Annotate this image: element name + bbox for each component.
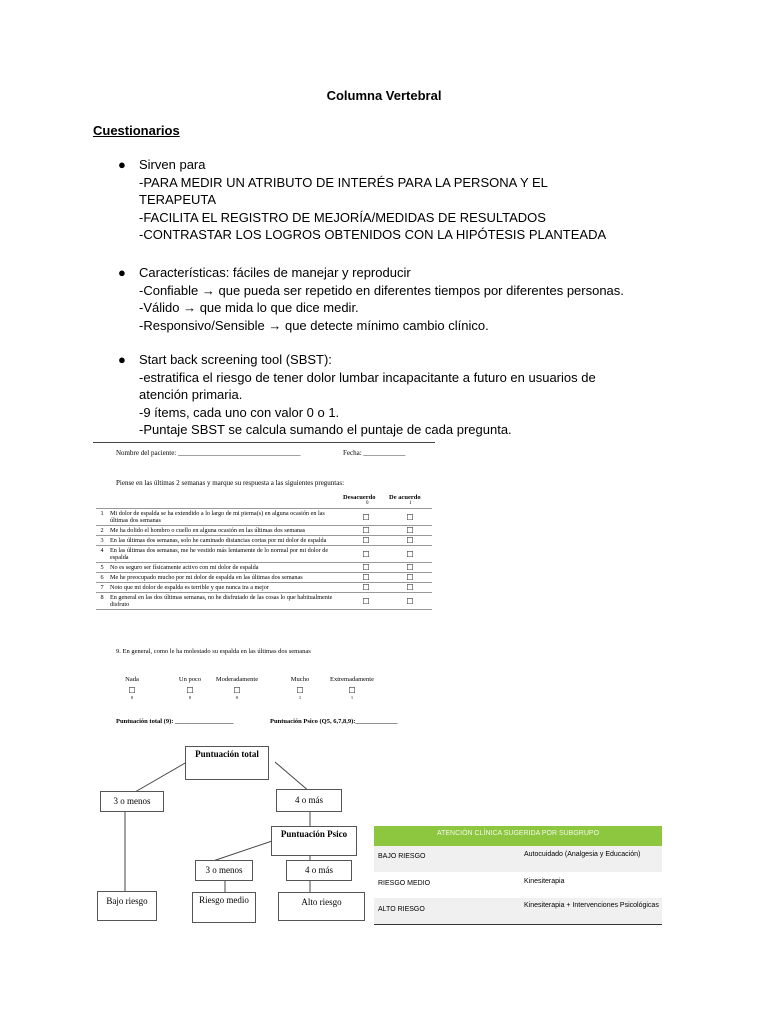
- q9-option-value: 1: [350, 695, 354, 700]
- date-field: Fecha: ____________: [343, 449, 406, 457]
- connector-line: [135, 762, 187, 792]
- bullet-line: -FACILITA EL REGISTRO DE MEJORÍA/MEDIDAS DE RESULTADOS: [139, 209, 546, 225]
- bullet-dot: ●: [118, 157, 126, 172]
- page-title: Columna Vertebral: [326, 88, 442, 103]
- q9-checkbox[interactable]: ☐: [128, 686, 136, 695]
- q9-option[interactable]: [207, 676, 267, 700]
- bullet-dot: ●: [118, 265, 126, 280]
- node-psico-ge4: 4 o más: [286, 860, 352, 881]
- bullet-line: -estratifica el riesgo de tener dolor lumbar incapacitante a futuro en usuarios de: [139, 369, 596, 385]
- guidance-risk: ALTO RIESGO: [378, 906, 425, 913]
- q9-text: 9. En general, como le ha molestado su espalda en las últimas dos semanas: [116, 648, 311, 655]
- guidance-row: [374, 898, 662, 925]
- item-text: Noto que mi dolor de espalda es terrible y que nunca ira a mejor: [108, 583, 344, 593]
- q9-option-value: 0: [235, 695, 239, 700]
- col-agree: De acuerdo: [389, 494, 421, 501]
- node-medium-risk: Riesgo medio: [192, 892, 256, 923]
- node-high-risk: Alto riesgo: [278, 892, 365, 921]
- guidance-care: Autocuidado (Analgesia y Educación): [524, 851, 641, 858]
- item-text: En las últimas dos semanas, solo he caminado distancias cortas por mi dolor de espalda: [108, 536, 344, 546]
- bullet-line: -Puntaje SBST se calcula sumando el puntaje de cada pregunta.: [139, 422, 512, 438]
- bullet-dot: ●: [118, 352, 126, 367]
- item-number: 8: [96, 593, 108, 610]
- q9-option[interactable]: [270, 676, 330, 700]
- node-low-risk: Bajo riesgo: [97, 891, 157, 921]
- agree-checkbox[interactable]: ☐: [388, 536, 432, 546]
- node-total-score: Puntuación total: [185, 746, 269, 780]
- sbst-item-row: [96, 573, 432, 583]
- agree-checkbox[interactable]: ☐: [388, 583, 432, 593]
- q9-option-label: Un poco: [178, 676, 202, 683]
- item-number: 6: [96, 573, 108, 583]
- agree-checkbox[interactable]: ☐: [388, 509, 432, 526]
- bullet-line: -CONTRASTAR LOS LOGROS OBTENIDOS CON LA HIPÓTESIS PLANTEADA: [139, 227, 607, 243]
- sbst-item-row: [96, 563, 432, 573]
- node-total-ge4: 4 o más: [276, 789, 342, 812]
- q9-option-value: 1: [298, 695, 302, 700]
- total-score-field: Puntuación total (9): __________________: [116, 718, 234, 725]
- bullet-line: atención primaria.: [139, 387, 243, 403]
- q9-option-label: Moderadamente: [215, 676, 259, 683]
- q9-checkbox[interactable]: ☐: [186, 686, 194, 695]
- q9-checkbox[interactable]: ☐: [296, 686, 304, 695]
- disagree-checkbox[interactable]: ☐: [344, 526, 388, 536]
- item-text: Mi dolor de espalda se ha extendido a lo largo de mi pierna(s) en alguna ocasión en las últimas dos semanas: [108, 509, 344, 526]
- q9-checkbox[interactable]: ☐: [233, 686, 241, 695]
- col-disagree-value: 0: [366, 501, 369, 506]
- item-number: 2: [96, 526, 108, 536]
- item-number: 1: [96, 509, 108, 526]
- item-number: 4: [96, 546, 108, 563]
- bullet-line: -9 ítems, cada uno con valor 0 o 1.: [139, 404, 340, 420]
- col-disagree: Desacuerdo: [343, 494, 376, 501]
- connector-line: [210, 840, 275, 862]
- disagree-checkbox[interactable]: ☐: [344, 563, 388, 573]
- disagree-checkbox[interactable]: ☐: [344, 583, 388, 593]
- agree-checkbox[interactable]: ☐: [388, 526, 432, 536]
- item-text: No es seguro ser físicamente activo con mi dolor de espalda: [108, 563, 344, 573]
- clinical-guidance-table: [374, 826, 662, 925]
- guidance-row: [374, 873, 662, 898]
- guidance-header: ATENCIÓN CLÍNICA SUGERIDA POR SUBGRUPO: [374, 826, 662, 846]
- item-number: 5: [96, 563, 108, 573]
- col-agree-value: 1: [409, 501, 412, 506]
- node-psico-le3: 3 o menos: [195, 860, 253, 881]
- bullet-line: Sirven para: [139, 157, 206, 172]
- q9-option-label: Nada: [125, 676, 139, 683]
- agree-checkbox[interactable]: ☐: [388, 546, 432, 563]
- guidance-care: Kinesiterapia: [524, 878, 565, 885]
- agree-checkbox[interactable]: ☐: [388, 563, 432, 573]
- item-text: En las últimas dos semanas, me he vestido más lentamente de lo normal por mi dolor de espalda: [108, 546, 344, 563]
- q9-checkbox[interactable]: ☐: [348, 686, 356, 695]
- sbst-item-row: [96, 583, 432, 593]
- node-total-le3: 3 o menos: [100, 791, 164, 812]
- q9-option[interactable]: [322, 676, 382, 700]
- bullet-line: TERAPEUTA: [139, 192, 217, 208]
- guidance-risk: RIESGO MEDIO: [378, 880, 431, 887]
- sbst-item-row: [96, 536, 432, 546]
- node-psico-score: Puntuación Psico: [271, 826, 357, 856]
- sbst-item-row: [96, 509, 432, 526]
- sbst-item-row: [96, 546, 432, 563]
- sbst-items-table: [96, 508, 432, 610]
- item-text: Me he preocupado mucho por mi dolor de espalda en las últimas dos semanas: [108, 573, 344, 583]
- guidance-care: Kinesiterapia + Intervenciones Psicológicas: [524, 902, 659, 909]
- item-number: 7: [96, 583, 108, 593]
- disagree-checkbox[interactable]: ☐: [344, 536, 388, 546]
- form-instruction: Piense en las últimas 2 semanas y marque su respuesta a las siguientes preguntas:: [116, 479, 345, 487]
- form-top-rule: [93, 442, 435, 443]
- q9-option-value: 0: [130, 695, 134, 700]
- q9-option-label: Mucho: [290, 676, 310, 683]
- item-number: 3: [96, 536, 108, 546]
- patient-name-field: Nombre del paciente: ___________________________________: [116, 449, 301, 457]
- disagree-checkbox[interactable]: ☐: [344, 573, 388, 583]
- item-text: Me ha dolido el hombro o cuello en alguna ocasión en las últimas dos semanas: [108, 526, 344, 536]
- bullet-line: Características: fáciles de manejar y reproducir: [139, 265, 411, 280]
- bullet-line: -PARA MEDIR UN ATRIBUTO DE INTERÉS PARA LA PERSONA Y EL: [139, 174, 548, 190]
- agree-checkbox[interactable]: ☐: [388, 593, 432, 610]
- disagree-checkbox[interactable]: ☐: [344, 593, 388, 610]
- psico-score-field: Puntuación Psico (Q5, 6,7,8,9):_____________: [270, 718, 398, 725]
- disagree-checkbox[interactable]: ☐: [344, 509, 388, 526]
- bullet-line: -Válido → que mida lo que dice medir.: [139, 300, 359, 316]
- bullet-line: -Confiable → que pueda ser repetido en diferentes tiempos por diferentes personas.: [139, 282, 624, 298]
- section-heading: Cuestionarios: [93, 123, 180, 138]
- guidance-risk: BAJO RIESGO: [378, 853, 426, 860]
- q9-option-value: 0: [188, 695, 192, 700]
- bullet-line: Start back screening tool (SBST):: [139, 352, 332, 367]
- bullet-line: -Responsivo/Sensible → que detecte mínimo cambio clínico.: [139, 317, 489, 333]
- q9-option-label: Extremadamente: [329, 676, 375, 683]
- disagree-checkbox[interactable]: ☐: [344, 546, 388, 563]
- sbst-item-row: [96, 593, 432, 610]
- connector-line: [275, 762, 310, 792]
- item-text: En general en las dos últimas semanas, no he disfrutado de las cosas lo que habitualmente disfruto: [108, 593, 344, 610]
- guidance-row: [374, 846, 662, 873]
- q9-option[interactable]: [102, 676, 162, 700]
- agree-checkbox[interactable]: ☐: [388, 573, 432, 583]
- sbst-item-row: [96, 526, 432, 536]
- q9-options: [120, 676, 410, 706]
